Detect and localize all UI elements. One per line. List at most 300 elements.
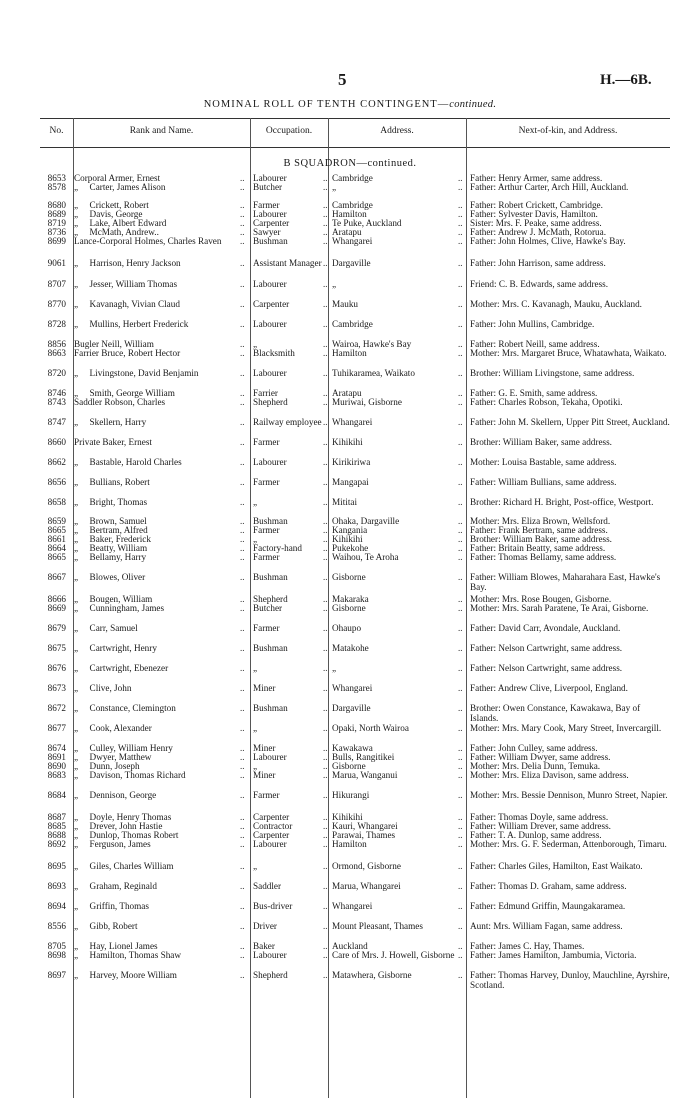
leader-dots: .. <box>323 388 328 398</box>
leader-dots: .. <box>240 525 245 535</box>
occupation: Labourer <box>253 279 287 289</box>
leader-dots: .. <box>458 497 463 507</box>
address: Tuhikaramea, Waikato <box>332 368 415 378</box>
page-title <box>0 99 700 110</box>
leader-dots: .. <box>323 663 328 673</box>
next-of-kin: Brother: William Livingstone, same address. <box>470 368 635 378</box>
address: „ <box>332 279 337 289</box>
leader-dots: .. <box>458 839 463 849</box>
table-header-rule <box>40 147 670 148</box>
leader-dots: .. <box>240 388 245 398</box>
roll-number: 8684 <box>47 790 66 800</box>
rank-and-name: „ Doyle, Henry Thomas <box>74 812 172 822</box>
address: Ohaupo <box>332 623 362 633</box>
leader-dots: .. <box>458 218 463 228</box>
rank-and-name: „ Kavanagh, Vivian Claud <box>74 299 180 309</box>
rank-and-name: „ Carr, Samuel <box>74 623 138 633</box>
occupation: Farmer <box>253 200 280 210</box>
roll-number: 8676 <box>47 663 66 673</box>
leader-dots: .. <box>240 970 245 980</box>
leader-dots: .. <box>458 594 463 604</box>
leader-dots: .. <box>323 339 328 349</box>
address: Bulls, Rangitikei <box>332 752 395 762</box>
leader-dots: .. <box>458 761 463 771</box>
rank-and-name: Private Baker, Ernest <box>74 437 152 447</box>
leader-dots: .. <box>240 319 245 329</box>
leader-dots: .. <box>323 950 328 960</box>
next-of-kin: Father: Robert Neill, same address. <box>470 339 600 349</box>
leader-dots: .. <box>458 970 463 980</box>
occupation: Labourer <box>253 457 287 467</box>
roll-number: 8663 <box>47 348 66 358</box>
leader-dots: .. <box>458 663 463 673</box>
leader-dots: .. <box>323 457 328 467</box>
leader-dots: .. <box>240 743 245 753</box>
next-of-kin: Father: Henry Armer, same address. <box>470 173 603 183</box>
roll-number: 8664 <box>47 543 66 553</box>
leader-dots: .. <box>240 348 245 358</box>
next-of-kin: Father: Charles Robson, Tekaha, Opotiki. <box>470 397 623 407</box>
leader-dots: .. <box>240 417 245 427</box>
roll-number: 8746 <box>47 388 66 398</box>
rank-and-name: „ Carter, James Alison <box>74 182 166 192</box>
rank-and-name: „ Hay, Lionel James <box>74 941 158 951</box>
roll-number: 8687 <box>47 812 66 822</box>
table-top-rule <box>40 118 670 119</box>
leader-dots: .. <box>240 790 245 800</box>
address: Ormond, Gisborne <box>332 861 401 871</box>
occupation: Blacksmith <box>253 348 295 358</box>
section-heading: B SQUADRON—continued. <box>283 158 417 169</box>
leader-dots: .. <box>240 299 245 309</box>
occupation: „ <box>253 663 258 673</box>
address: Kirikiriwa <box>332 457 371 467</box>
leader-dots: .. <box>323 227 328 237</box>
leader-dots: .. <box>458 348 463 358</box>
next-of-kin: Brother: Owen Constance, Kawakawa, Bay of Islands. <box>470 703 643 723</box>
leader-dots: .. <box>458 552 463 562</box>
column-header-address: Address. <box>380 126 414 136</box>
occupation: Farrier <box>253 388 278 398</box>
leader-dots: .. <box>240 881 245 891</box>
leader-dots: .. <box>323 437 328 447</box>
leader-dots: .. <box>323 552 328 562</box>
roll-number: 8698 <box>47 950 66 960</box>
rank-and-name: „ Cartwright, Ebenezer <box>74 663 169 673</box>
leader-dots: .. <box>458 790 463 800</box>
address: Cambridge <box>332 319 373 329</box>
address: Kawakawa <box>332 743 373 753</box>
rank-and-name: Corporal Armer, Ernest <box>74 173 161 183</box>
leader-dots: .. <box>240 368 245 378</box>
rank-and-name: „ Ferguson, James <box>74 839 151 849</box>
next-of-kin: Mother: Mrs. Eliza Davison, same address. <box>470 770 629 780</box>
leader-dots: .. <box>323 812 328 822</box>
leader-dots: .. <box>458 830 463 840</box>
leader-dots: .. <box>458 182 463 192</box>
leader-dots: .. <box>323 839 328 849</box>
leader-dots: .. <box>323 643 328 653</box>
leader-dots: .. <box>458 258 463 268</box>
roll-number: 8665 <box>47 552 66 562</box>
rank-and-name: „ Livingstone, David Benjamin <box>74 368 199 378</box>
address: Gisborne <box>332 572 366 582</box>
leader-dots: .. <box>323 594 328 604</box>
leader-dots: .. <box>240 921 245 931</box>
leader-dots: .. <box>458 941 463 951</box>
address: Whangarei <box>332 417 373 427</box>
next-of-kin: Father: Charles Giles, Hamilton, East Waikato. <box>470 861 643 871</box>
leader-dots: .. <box>458 368 463 378</box>
leader-dots: .. <box>240 761 245 771</box>
leader-dots: .. <box>323 921 328 931</box>
occupation: Farmer <box>253 477 280 487</box>
leader-dots: .. <box>458 388 463 398</box>
occupation: Railway employee <box>253 417 322 427</box>
leader-dots: .. <box>240 643 245 653</box>
leader-dots: .. <box>323 703 328 713</box>
rank-and-name: „ Dwyer, Matthew <box>74 752 152 762</box>
leader-dots: .. <box>458 279 463 289</box>
next-of-kin: Brother: William Baker, same address. <box>470 437 612 447</box>
rank-and-name: „ Bougen, William <box>74 594 153 604</box>
leader-dots: .. <box>458 516 463 526</box>
leader-dots: .. <box>458 643 463 653</box>
leader-dots: .. <box>458 397 463 407</box>
address: Parawai, Thames <box>332 830 396 840</box>
occupation: Butcher <box>253 182 283 192</box>
address: Aratapu <box>332 388 362 398</box>
occupation: „ <box>253 861 258 871</box>
next-of-kin: Mother: Mrs. Margaret Bruce, Whatawhata, Waikato. <box>470 348 667 358</box>
rank-and-name: „ Cartwright, Henry <box>74 643 157 653</box>
leader-dots: .. <box>240 552 245 562</box>
leader-dots: .. <box>323 497 328 507</box>
leader-dots: .. <box>458 812 463 822</box>
address: Mangapai <box>332 477 369 487</box>
address: Mititai <box>332 497 358 507</box>
rank-and-name: „ Crickett, Robert <box>74 200 149 210</box>
address: Dargaville <box>332 258 371 268</box>
address: Kangania <box>332 525 368 535</box>
leader-dots: .. <box>240 839 245 849</box>
next-of-kin: Father: William Dwyer, same address. <box>470 752 611 762</box>
occupation: Baker <box>253 941 275 951</box>
occupation: Farmer <box>253 552 280 562</box>
next-of-kin: Father: Arthur Carter, Arch Hill, Auckland. <box>470 182 629 192</box>
rank-and-name: „ Clive, John <box>74 683 132 693</box>
roll-number: 8705 <box>47 941 66 951</box>
leader-dots: .. <box>240 703 245 713</box>
leader-dots: .. <box>458 534 463 544</box>
next-of-kin: Father: Edmund Griffin, Maungakaramea. <box>470 901 626 911</box>
leader-dots: .. <box>458 743 463 753</box>
leader-dots: .. <box>323 417 328 427</box>
rank-and-name: „ Bastable, Harold Charles <box>74 457 182 467</box>
leader-dots: .. <box>240 663 245 673</box>
rank-and-name: „ Jesser, William Thomas <box>74 279 178 289</box>
rank-and-name: Farrier Bruce, Robert Hector <box>74 348 181 358</box>
address: Cambridge <box>332 200 373 210</box>
occupation: Bushman <box>253 643 288 653</box>
roll-number: 8688 <box>47 830 66 840</box>
leader-dots: .. <box>458 339 463 349</box>
occupation: Miner <box>253 743 276 753</box>
leader-dots: .. <box>458 477 463 487</box>
leader-dots: .. <box>323 623 328 633</box>
column-header-next-of-kin: Next-of-kin, and Address. <box>518 126 618 136</box>
next-of-kin: Father: Nelson Cartwright, same address. <box>470 663 623 673</box>
rank-and-name: „ Cunningham, James <box>74 603 165 613</box>
column-header-occupation: Occupation. <box>265 126 313 136</box>
leader-dots: .. <box>323 572 328 582</box>
next-of-kin: Father: Thomas D. Graham, same address. <box>470 881 627 891</box>
leader-dots: .. <box>240 497 245 507</box>
rank-and-name: Bugler Neill, William <box>74 339 154 349</box>
leader-dots: .. <box>458 723 463 733</box>
roll-number: 8691 <box>47 752 66 762</box>
roll-number: 8697 <box>47 970 66 980</box>
roll-number: 8770 <box>47 299 66 309</box>
leader-dots: .. <box>240 723 245 733</box>
leader-dots: .. <box>240 516 245 526</box>
roll-number: 8556 <box>47 921 66 931</box>
leader-dots: .. <box>458 752 463 762</box>
leader-dots: .. <box>323 368 328 378</box>
leader-dots: .. <box>458 319 463 329</box>
leader-dots: .. <box>240 770 245 780</box>
leader-dots: .. <box>240 218 245 228</box>
address: Dargaville <box>332 703 371 713</box>
roll-number: 8659 <box>47 516 66 526</box>
rank-and-name: „ Dunn, Joseph <box>74 761 140 771</box>
occupation: Sawyer <box>253 227 281 237</box>
roll-number: 8707 <box>47 279 66 289</box>
leader-dots: .. <box>240 941 245 951</box>
occupation: „ <box>253 497 258 507</box>
occupation: Farmer <box>253 790 280 800</box>
leader-dots: .. <box>458 417 463 427</box>
rank-and-name: „ Griffin, Thomas <box>74 901 149 911</box>
leader-dots: .. <box>458 200 463 210</box>
leader-dots: .. <box>458 921 463 931</box>
leader-dots: .. <box>323 477 328 487</box>
address: Matakohe <box>332 643 369 653</box>
column-divider <box>328 118 329 1098</box>
leader-dots: .. <box>458 603 463 613</box>
leader-dots: .. <box>240 437 245 447</box>
leader-dots: .. <box>240 236 245 246</box>
column-header-name: Rank and Name. <box>129 126 194 136</box>
rank-and-name: „ Blowes, Oliver <box>74 572 146 582</box>
occupation: „ <box>253 723 258 733</box>
leader-dots: .. <box>323 970 328 980</box>
leader-dots: .. <box>323 790 328 800</box>
address: Hamilton <box>332 839 367 849</box>
leader-dots: .. <box>323 821 328 831</box>
roll-number: 8685 <box>47 821 66 831</box>
occupation: Labourer <box>253 319 287 329</box>
roll-number: 8658 <box>47 497 66 507</box>
leader-dots: .. <box>323 348 328 358</box>
next-of-kin: Sister: Mrs. F. Peake, same address. <box>470 218 602 228</box>
roll-number: 8669 <box>47 603 66 613</box>
roll-number: 8692 <box>47 839 66 849</box>
occupation: Labourer <box>253 950 287 960</box>
leader-dots: .. <box>240 173 245 183</box>
leader-dots: .. <box>323 752 328 762</box>
next-of-kin: Father: Nelson Cartwright, same address. <box>470 643 623 653</box>
roll-number: 8662 <box>47 457 66 467</box>
next-of-kin: Father: James C. Hay, Thames. <box>470 941 585 951</box>
leader-dots: .. <box>323 534 328 544</box>
rank-and-name: „ Bullians, Robert <box>74 477 150 487</box>
leader-dots: .. <box>240 200 245 210</box>
leader-dots: .. <box>458 209 463 219</box>
leader-dots: .. <box>240 279 245 289</box>
roll-number: 8683 <box>47 770 66 780</box>
leader-dots: .. <box>323 525 328 535</box>
rank-and-name: „ Beatty, William <box>74 543 148 553</box>
occupation: Labourer <box>253 368 287 378</box>
rank-and-name: „ Harrison, Henry Jackson <box>74 258 181 268</box>
next-of-kin: Brother: Richard H. Bright, Post-office, Westport. <box>470 497 654 507</box>
address: Makaraka <box>332 594 369 604</box>
leader-dots: .. <box>458 821 463 831</box>
roll-number: 8672 <box>47 703 66 713</box>
address: Waihou, Te Aroha <box>332 552 399 562</box>
address: Kauri, Whangarei <box>332 821 398 831</box>
leader-dots: .. <box>323 743 328 753</box>
next-of-kin: Mother: Louisa Bastable, same address. <box>470 457 617 467</box>
roll-number: 8694 <box>47 901 66 911</box>
leader-dots: .. <box>323 200 328 210</box>
occupation: Carpenter <box>253 830 290 840</box>
next-of-kin: Father: Thomas Bellamy, same address. <box>470 552 617 562</box>
roll-number: 8743 <box>47 397 66 407</box>
address: Muriwai, Gisborne <box>332 397 402 407</box>
title-continued: continued. <box>449 99 497 110</box>
roll-number: 8677 <box>47 723 66 733</box>
roll-number: 9061 <box>47 258 66 268</box>
next-of-kin: Father: Andrew J. McMath, Rotorua. <box>470 227 607 237</box>
next-of-kin: Father: Frank Bertram, same address. <box>470 525 608 535</box>
next-of-kin: Father: William Blowes, Maharahara East, Hawke's Bay. <box>470 572 663 592</box>
document-reference: H.—6B. <box>600 72 652 88</box>
leader-dots: .. <box>458 901 463 911</box>
rank-and-name: „ Cook, Alexander <box>74 723 152 733</box>
address: Care of Mrs. J. Howell, Gisborne <box>332 950 455 960</box>
leader-dots: .. <box>323 941 328 951</box>
roll-number: 8675 <box>47 643 66 653</box>
leader-dots: .. <box>240 477 245 487</box>
occupation: Carpenter <box>253 812 290 822</box>
rank-and-name: „ Culley, William Henry <box>74 743 173 753</box>
next-of-kin: Father: John M. Skellern, Upper Pitt Street, Auckland. <box>470 417 670 427</box>
occupation: Contractor <box>253 821 293 831</box>
leader-dots: .. <box>323 319 328 329</box>
leader-dots: .. <box>323 397 328 407</box>
occupation: „ <box>253 339 258 349</box>
rank-and-name: „ Baker, Frederick <box>74 534 151 544</box>
address: Wairoa, Hawke's Bay <box>332 339 412 349</box>
occupation: Bushman <box>253 236 288 246</box>
address: „ <box>332 663 337 673</box>
roll-number: 8653 <box>47 173 66 183</box>
leader-dots: .. <box>240 182 245 192</box>
address: Opaki, North Wairoa <box>332 723 409 733</box>
next-of-kin: Friend: C. B. Edwards, same address. <box>470 279 609 289</box>
leader-dots: .. <box>240 830 245 840</box>
rank-and-name: „ Bertram, Alfred <box>74 525 148 535</box>
leader-dots: .. <box>323 173 328 183</box>
leader-dots: .. <box>458 950 463 960</box>
leader-dots: .. <box>323 830 328 840</box>
next-of-kin: Father: G. E. Smith, same address. <box>470 388 598 398</box>
occupation: Shepherd <box>253 970 288 980</box>
roll-number: 8689 <box>47 209 66 219</box>
leader-dots: .. <box>240 861 245 871</box>
address: Hikurangi <box>332 790 370 800</box>
roll-number: 8680 <box>47 200 66 210</box>
address: „ <box>332 182 337 192</box>
next-of-kin: Mother: Mrs. Sarah Paratene, Te Arai, Gisborne. <box>470 603 649 613</box>
occupation: Bushman <box>253 572 288 582</box>
address: Gisborne <box>332 603 366 613</box>
next-of-kin: Mother: Mrs. Delia Dunn, Temuka. <box>470 761 601 771</box>
leader-dots: .. <box>240 683 245 693</box>
rank-and-name: „ Harvey, Moore William <box>74 970 177 980</box>
rank-and-name: „ Smith, George William <box>74 388 175 398</box>
occupation: Shepherd <box>253 594 288 604</box>
next-of-kin: Father: Thomas Harvey, Dunloy, Mauchline, Ayrshire, Scotland. <box>470 970 672 990</box>
occupation: Labourer <box>253 209 287 219</box>
next-of-kin: Aunt: Mrs. William Fagan, same address. <box>470 921 623 931</box>
address: Ohaka, Dargaville <box>332 516 400 526</box>
leader-dots: .. <box>240 572 245 582</box>
leader-dots: .. <box>240 752 245 762</box>
occupation: Bushman <box>253 516 288 526</box>
next-of-kin: Father: John Culley, same address. <box>470 743 598 753</box>
leader-dots: .. <box>458 623 463 633</box>
leader-dots: .. <box>240 209 245 219</box>
roll-number: 8728 <box>47 319 66 329</box>
leader-dots: .. <box>240 543 245 553</box>
leader-dots: .. <box>323 683 328 693</box>
leader-dots: .. <box>240 227 245 237</box>
roll-number: 8578 <box>47 182 66 192</box>
address: Hamilton <box>332 209 367 219</box>
roll-number: 8667 <box>47 572 66 582</box>
rank-and-name: Saddler Robson, Charles <box>74 397 166 407</box>
leader-dots: .. <box>323 543 328 553</box>
leader-dots: .. <box>323 258 328 268</box>
address: Te Puke, Auckland <box>332 218 402 228</box>
leader-dots: .. <box>458 881 463 891</box>
next-of-kin: Father: William Drever, same address. <box>470 821 611 831</box>
roll-number: 8673 <box>47 683 66 693</box>
leader-dots: .. <box>458 437 463 447</box>
occupation: Bus-driver <box>253 901 293 911</box>
roll-number: 8719 <box>47 218 66 228</box>
leader-dots: .. <box>458 457 463 467</box>
next-of-kin: Mother: Mrs. Mary Cook, Mary Street, Invercargill. <box>470 723 662 733</box>
leader-dots: .. <box>458 861 463 871</box>
leader-dots: .. <box>323 299 328 309</box>
leader-dots: .. <box>240 258 245 268</box>
next-of-kin: Mother: Mrs. Eliza Brown, Wellsford. <box>470 516 611 526</box>
title-text: NOMINAL ROLL OF TENTH CONTINGENT— <box>203 99 450 110</box>
